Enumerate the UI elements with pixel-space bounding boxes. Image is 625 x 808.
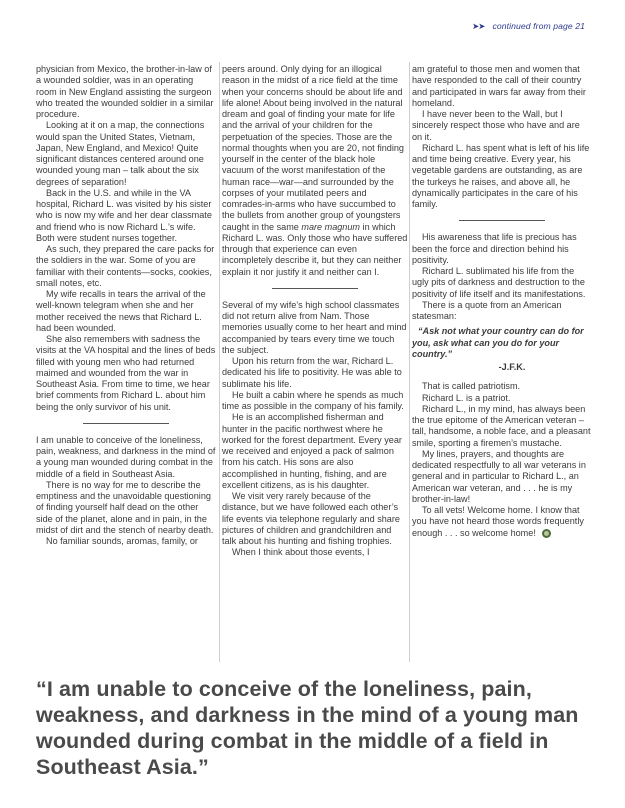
- double-arrow-icon: ➤➤: [472, 21, 485, 31]
- section-separator: [459, 220, 545, 221]
- article-column-2: [222, 64, 408, 559]
- paragraph: Several of my wife’s high school classmates did not return alive from Nam. Those memories usually come to her heart and mind accompanied by tears every time we touch the subject.: [222, 299, 407, 355]
- paragraph: My lines, prayers, and thoughts are dedicated respectfully to all war veterans in general and in particular to Richard L., an American war veteran, and . . . he is my brother-in-law!: [412, 448, 586, 504]
- paragraph: Richard L. has spent what is left of his life and time being creative. Every year, his vegetable gardens are outstanding, as are the turkeys he raises, and above all, he dynamically participates in the care of his family.: [412, 142, 590, 209]
- end-mark-icon: [542, 529, 551, 538]
- paragraph-text: To all vets! Welcome home. I know that you have not heard those words frequently enough . . . so welcome home!: [412, 505, 584, 538]
- section-separator: [272, 288, 358, 289]
- continued-text: continued from page 21: [492, 21, 585, 31]
- paragraph: There is a quote from an American statesman:: [412, 299, 562, 321]
- article-column-3: [412, 64, 592, 539]
- paragraph: He built a cabin where he spends as much time as possible in the company of his family.: [222, 389, 404, 411]
- italic-phrase: mare magnum: [301, 221, 361, 232]
- paragraph-text: in which Richard L. was. Only those who have suffered through that experience can even incompletely describe it, but they can neither explain it nor justify it and neither can I.: [222, 221, 408, 277]
- paragraph: There is no way for me to describe the emptiness and the unavoidable questioning of finding yourself half dead on the other side of the planet, alone and in pain, in the midst of dirt and the stench of nearby death.: [36, 479, 214, 535]
- paragraph: I have never been to the Wall, but I sincerely respect those who have and are on it.: [412, 109, 580, 142]
- paragraph: Looking at it on a map, the connections would span the United States, Vietnam, Japan, New England, and Mexico! Quite significant distances centered around one wounded young man – talk about the six degrees of separation!: [36, 120, 205, 187]
- paragraph: When I think about those events, I: [232, 547, 370, 558]
- article-column-1: [36, 64, 216, 547]
- paragraph: He is an accomplished fisherman and hunter in the pacific northwest where he worked for the forest department. Every year we received and enjoyed a pack of salmon from his catch. His sons are also accomplished in hunting, fishing, and are excellent citizens, as is his daughter.: [222, 412, 402, 490]
- paragraph: That is called patriotism.: [422, 381, 521, 392]
- paragraph: My wife recalls in tears the arrival of the well-known telegram when she and her mother received the news that Richard L. had been wounded.: [36, 289, 206, 333]
- paragraph: As such, they prepared the care packs for the soldiers in the war. Some of you are familiar with their contents—socks, cookies, small notes, etc.: [36, 244, 215, 288]
- paragraph: She also remembers with sadness the visits at the VA hospital and the lines of beds filled with young men who had returned maimed and wounded from the war in Southeast Asia. From time to time, we hear brief comments from Richard L. about him being the only survivor of his unit.: [36, 334, 216, 412]
- paragraph: Back in the U.S. and while in the VA hospital, Richard L. was visited by his sister who is now my wife and her dear classmate and friend who is now Richard L.’s wife. Both were student nurses together.: [36, 187, 212, 243]
- paragraph: Richard L. is a patriot.: [422, 392, 511, 403]
- paragraph: [222, 64, 408, 278]
- section-separator: [83, 423, 169, 424]
- paragraph: We visit very rarely because of the distance, but we have followed each other’s life events via telephone regularly and share pictures of children and grandchildren and talk about his hunting and fishing trophies.: [222, 491, 400, 546]
- paragraph: am grateful to those men and women that have responded to the call of their country and participated in wars far away from their homeland.: [412, 64, 586, 108]
- continued-from-label: [472, 21, 585, 32]
- paragraph: I am unable to conceive of the loneliness, pain, weakness, and darkness in the mind of a young man wounded during combat in the middle of a field in Southeast Asia.: [36, 434, 216, 479]
- paragraph-text: peers around. Only dying for an illogical reason in the midst of a rice field at the time when your concerns should be about life and life alone! About being involved in the natural dream and goal of finding your mate for life and the arrival of your children for the perpetuation of the species. Those are the normal thoughts when you are 20, not finding yourself in the center of the black hole vacuum of the worst manifestation of the human race—war—and surrounded by the corpses of your mutilated peers and comrades-in-arms who have succumbed to the bullets from another group of youngsters caught in the same: [222, 64, 404, 232]
- paragraph: physician from Mexico, the brother-in-law of a wounded soldier, was in an operating room in New England assisting the surgeon who treated the wounded soldier in a similar procedure.: [36, 64, 214, 119]
- paragraph: No familiar sounds, aromas, family, or: [46, 536, 198, 546]
- column-divider: [409, 62, 410, 662]
- quote-attribution: -J.F.K.: [498, 362, 526, 372]
- paragraph: Richard L. sublimated his life from the ugly pits of darkness and destruction to the positivity of life itself and its manifestations.: [412, 266, 586, 299]
- paragraph: Upon his return from the war, Richard L. dedicated his life to positivity. He was able to sublimate his life.: [222, 356, 402, 389]
- paragraph: His awareness that life is precious has been the force and direction behind his positivity.: [412, 232, 577, 265]
- pull-quote: “I am unable to conceive of the loneliness, pain, weakness, and darkness in the mind of a young man wounded during combat in the middle of a field in Southeast Asia.”: [36, 677, 579, 779]
- paragraph: Richard L., in my mind, has always been the true epitome of the American veteran – tall, handsome, a noble face, and a pleasant smile, sporting a firemen’s mustache.: [412, 403, 591, 448]
- column-divider: [219, 62, 220, 662]
- jfk-quote: “Ask not what your country can do for you, ask what can you do for your country.”: [412, 326, 584, 359]
- paragraph: [412, 505, 592, 539]
